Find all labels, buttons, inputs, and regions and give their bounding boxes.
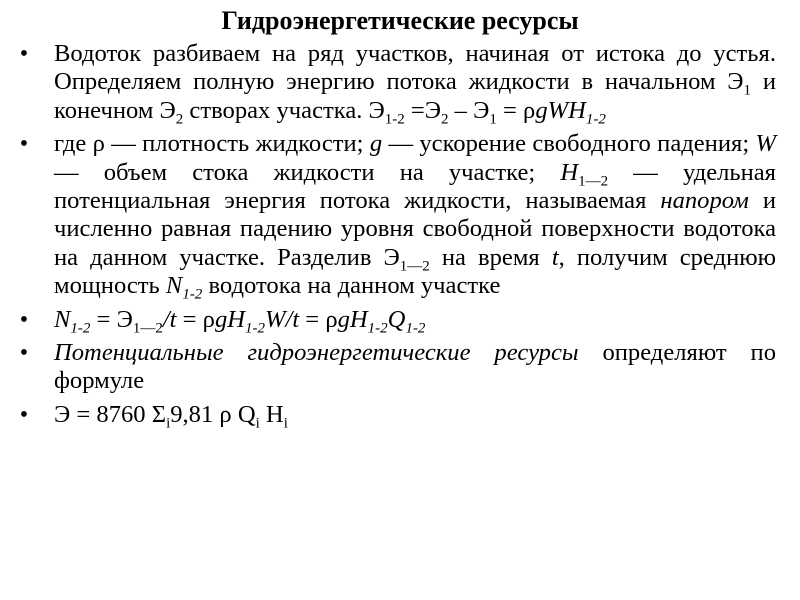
bullet-icon: • bbox=[19, 306, 29, 333]
item-text: где ρ — плотность жидкости; bbox=[54, 130, 370, 158]
bullet-icon: • bbox=[19, 340, 29, 367]
subscript: 1-2 bbox=[182, 286, 203, 303]
item-text: = ρ bbox=[496, 96, 536, 124]
subscript: i bbox=[255, 415, 260, 432]
list-item-definitions bbox=[14, 130, 776, 303]
item-text: Водоток разбиваем на ряд участков, начиная от истока до устья. Определяем полную энергию потока жидкости в начальном Э bbox=[54, 40, 776, 96]
subscript: 1—2 bbox=[399, 258, 430, 275]
list-item-power-formula bbox=[14, 306, 776, 334]
subscript: 2 bbox=[441, 111, 449, 128]
italic-term: напором bbox=[660, 187, 749, 215]
subscript: 2 bbox=[175, 111, 184, 128]
slide-title: Гидроэнергетические ресурсы bbox=[221, 6, 579, 35]
item-text: = Э bbox=[90, 305, 133, 333]
item-text: водотока на данном участке bbox=[202, 272, 501, 300]
subscript: 1 bbox=[743, 82, 752, 99]
item-text: — объем стока жидкости на участке; bbox=[54, 158, 561, 186]
item-text: = ρ bbox=[176, 305, 215, 333]
item-text: 9,81 ρ Q bbox=[170, 400, 256, 428]
item-text: Э = 8760 Σ bbox=[54, 400, 167, 428]
subscript: 1-2 bbox=[70, 319, 91, 336]
subscript: i bbox=[166, 415, 171, 432]
italic-symbol: gH bbox=[337, 305, 368, 333]
subscript: 1-2 bbox=[585, 111, 606, 128]
italic-symbol: H bbox=[560, 158, 579, 186]
bullet-icon: • bbox=[19, 401, 29, 428]
subscript: 1 bbox=[489, 111, 497, 128]
italic-symbol: N bbox=[54, 305, 71, 333]
subscript: 1—2 bbox=[132, 319, 163, 336]
item-text: и конечном Э bbox=[54, 68, 776, 124]
italic-symbol: t bbox=[551, 243, 559, 271]
italic-symbol: N bbox=[165, 272, 183, 300]
item-text: — ускорение свободного падения; bbox=[382, 130, 756, 158]
italic-symbol: W/t bbox=[265, 305, 300, 333]
list-item-watercourse-energy bbox=[14, 40, 776, 128]
item-text: – Э bbox=[448, 96, 490, 124]
subscript: 1-2 bbox=[405, 319, 426, 336]
list-item-potential-resources bbox=[14, 339, 776, 396]
item-text: , получим среднюю мощность bbox=[54, 243, 776, 300]
item-text: =Э bbox=[404, 96, 442, 124]
bullet-list bbox=[14, 40, 776, 434]
item-text: — удельная потенциальная энергия потока жидкости, называемая bbox=[54, 158, 776, 215]
item-text: на время bbox=[429, 243, 552, 271]
subscript: 1-2 bbox=[367, 319, 388, 336]
item-text: H bbox=[259, 400, 284, 428]
bullet-icon: • bbox=[19, 131, 29, 158]
list-item-energy-formula bbox=[14, 400, 776, 432]
bullet-icon: • bbox=[19, 41, 29, 67]
italic-symbol: Q bbox=[387, 305, 406, 333]
item-text: = ρ bbox=[299, 305, 338, 333]
subscript: 1-2 bbox=[384, 111, 405, 128]
italic-symbol: /t bbox=[162, 305, 177, 333]
item-text: и численно равная падению уровня свободной поверхности водотока на данном участке. Разделив Э bbox=[54, 187, 776, 271]
item-text: створах участка. Э bbox=[183, 96, 385, 124]
italic-formula: gWH bbox=[535, 96, 586, 124]
italic-symbol: g bbox=[369, 130, 383, 158]
subscript: 1—2 bbox=[578, 172, 609, 189]
italic-symbol: gH bbox=[214, 305, 245, 333]
subscript: 1-2 bbox=[245, 319, 265, 336]
italic-term: Потенциальные гидроэнергетические ресурсы bbox=[54, 339, 579, 367]
subscript: i bbox=[283, 415, 288, 432]
italic-symbol: W bbox=[755, 130, 776, 158]
item-text: определяют по формуле bbox=[54, 339, 776, 395]
